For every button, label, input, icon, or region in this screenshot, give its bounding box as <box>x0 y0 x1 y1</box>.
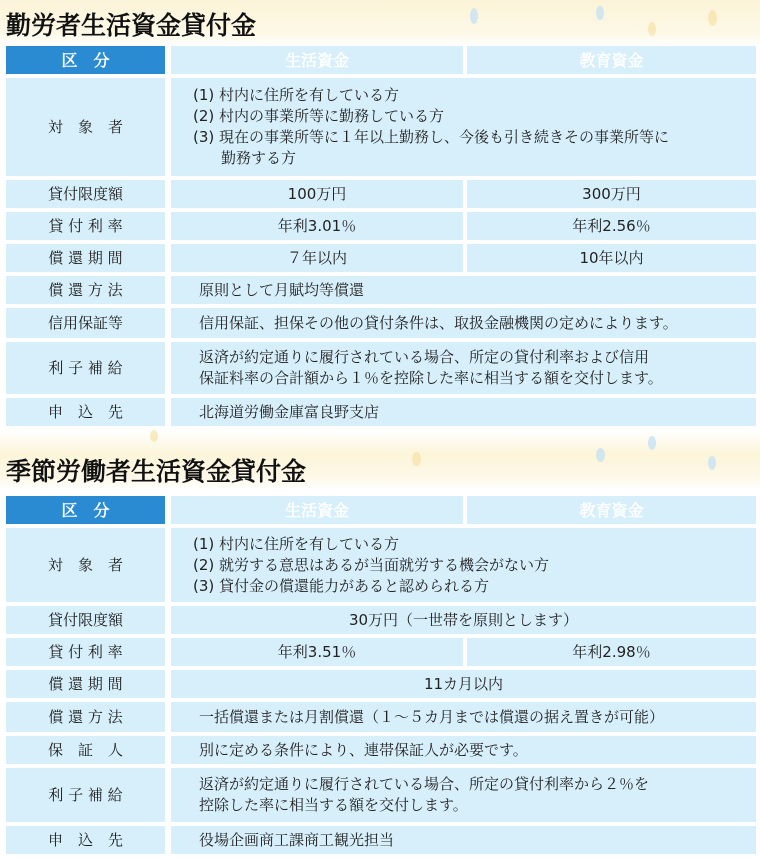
row-label-method: 償 還 方 法 <box>6 276 165 304</box>
period-living-value: ７年以内 <box>171 244 463 272</box>
row-label-method: 償 還 方 法 <box>6 702 165 732</box>
rate-living-value: 年利3.51％ <box>171 638 463 666</box>
section-title-seasonal-workers-loan: 季節労働者生活資金貸付金 <box>6 457 307 486</box>
header-living-funds: 生活資金 <box>171 46 463 74</box>
decorative-dot <box>708 10 717 26</box>
table-row-method <box>6 702 756 732</box>
target-line: (2) 就労する意思はあるが当面就労する機会がない方 <box>193 555 550 574</box>
limit-education-value: 300万円 <box>467 180 756 208</box>
guarantee-value: 信用保証、担保その他の貸付条件は、取扱金融機関の定めによります。 <box>171 308 756 338</box>
decorative-dot <box>596 6 604 20</box>
rate-education-value: 年利2.98％ <box>467 638 756 666</box>
subsidy-line: 返済が約定通りに履行されている場合、所定の貸付利率および信用 <box>199 348 650 366</box>
row-label-limit: 貸付限度額 <box>6 180 165 208</box>
row-label-rate: 貸 付 利 率 <box>6 212 165 240</box>
decorative-dot <box>708 456 716 470</box>
row-label-limit: 貸付限度額 <box>6 606 165 634</box>
row-label-guarantor: 保 証 人 <box>6 736 165 764</box>
target-line: (1) 村内に住所を有している方 <box>193 534 400 553</box>
table-row-target <box>6 78 756 176</box>
rate-living-value: 年利3.01％ <box>171 212 463 240</box>
subsidy-line: 返済が約定通りに履行されている場合、所定の貸付利率から２％を <box>199 775 650 793</box>
table-row-limit <box>6 180 756 208</box>
method-value: 一括償還または月割償還（１～５カ月までは償還の据え置きが可能） <box>171 702 756 732</box>
decorative-dot <box>648 436 656 450</box>
subsidy-line: 控除した率に相当する額を交付します。 <box>199 796 468 814</box>
table-row-apply <box>6 826 756 854</box>
table-row-guarantor <box>6 736 756 764</box>
period-education-value: 10年以内 <box>467 244 756 272</box>
header-category: 区 分 <box>6 496 165 524</box>
table-row-subsidy <box>6 342 756 394</box>
table-row-period <box>6 670 756 698</box>
limit-living-value: 100万円 <box>171 180 463 208</box>
table-row-limit <box>6 606 756 634</box>
decorative-dot <box>150 430 158 442</box>
target-line: (1) 村内に住所を有している方 <box>193 86 400 104</box>
row-label-target: 対 象 者 <box>6 528 165 602</box>
row-label-period: 償 還 期 間 <box>6 670 165 698</box>
header-category: 区 分 <box>6 46 165 74</box>
decorative-dot <box>648 22 656 36</box>
table-row-rate <box>6 212 756 240</box>
subsidy-text <box>171 342 756 394</box>
subsidy-line: 保証料率の合計額から１％を控除した率に相当する額を交付します。 <box>199 369 663 387</box>
apply-value: 北海道労働金庫富良野支店 <box>171 398 756 426</box>
row-label-apply: 申 込 先 <box>6 826 165 854</box>
row-label-subsidy: 利 子 補 給 <box>6 768 165 822</box>
subsidy-text <box>171 768 756 822</box>
section-title-workers-loan: 勤労者生活資金貸付金 <box>6 11 257 40</box>
row-label-guarantee: 信用保証等 <box>6 308 165 338</box>
method-value: 原則として月賦均等償還 <box>171 276 756 304</box>
target-line: 勤務する方 <box>221 149 297 167</box>
row-label-period: 償 還 期 間 <box>6 244 165 272</box>
table-row-subsidy <box>6 768 756 822</box>
apply-value: 役場企画商工課商工観光担当 <box>171 826 756 854</box>
decorative-dot <box>596 448 605 462</box>
header-living-funds: 生活資金 <box>171 496 463 524</box>
target-line: (2) 村内の事業所等に勤務している方 <box>193 107 445 125</box>
rate-education-value: 年利2.56％ <box>467 212 756 240</box>
header-education-funds: 教育資金 <box>467 496 756 524</box>
target-line: (3) 現在の事業所等に１年以上勤務し、今後も引き続きその事業所等に <box>193 128 670 146</box>
limit-value: 30万円（一世帯を原則とします） <box>171 606 756 634</box>
table-row-apply <box>6 398 756 426</box>
target-conditions <box>171 78 756 176</box>
row-label-apply: 申 込 先 <box>6 398 165 426</box>
table-header-row <box>6 46 756 74</box>
table-row-guarantee <box>6 308 756 338</box>
decorative-dot <box>412 452 421 466</box>
table-row-target <box>6 528 756 602</box>
decorative-dot <box>470 8 478 24</box>
table-row-rate <box>6 638 756 666</box>
target-conditions <box>171 528 756 602</box>
table-row-method <box>6 276 756 304</box>
period-value: 11カ月以内 <box>171 670 756 698</box>
row-label-rate: 貸 付 利 率 <box>6 638 165 666</box>
table-row-period <box>6 244 756 272</box>
header-education-funds: 教育資金 <box>467 46 756 74</box>
row-label-subsidy: 利 子 補 給 <box>6 342 165 394</box>
row-label-target: 対 象 者 <box>6 78 165 176</box>
target-line: (3) 貸付金の償還能力があると認められる方 <box>193 576 490 595</box>
guarantor-value: 別に定める条件により、連帯保証人が必要です。 <box>171 736 756 764</box>
table-header-row <box>6 496 756 524</box>
